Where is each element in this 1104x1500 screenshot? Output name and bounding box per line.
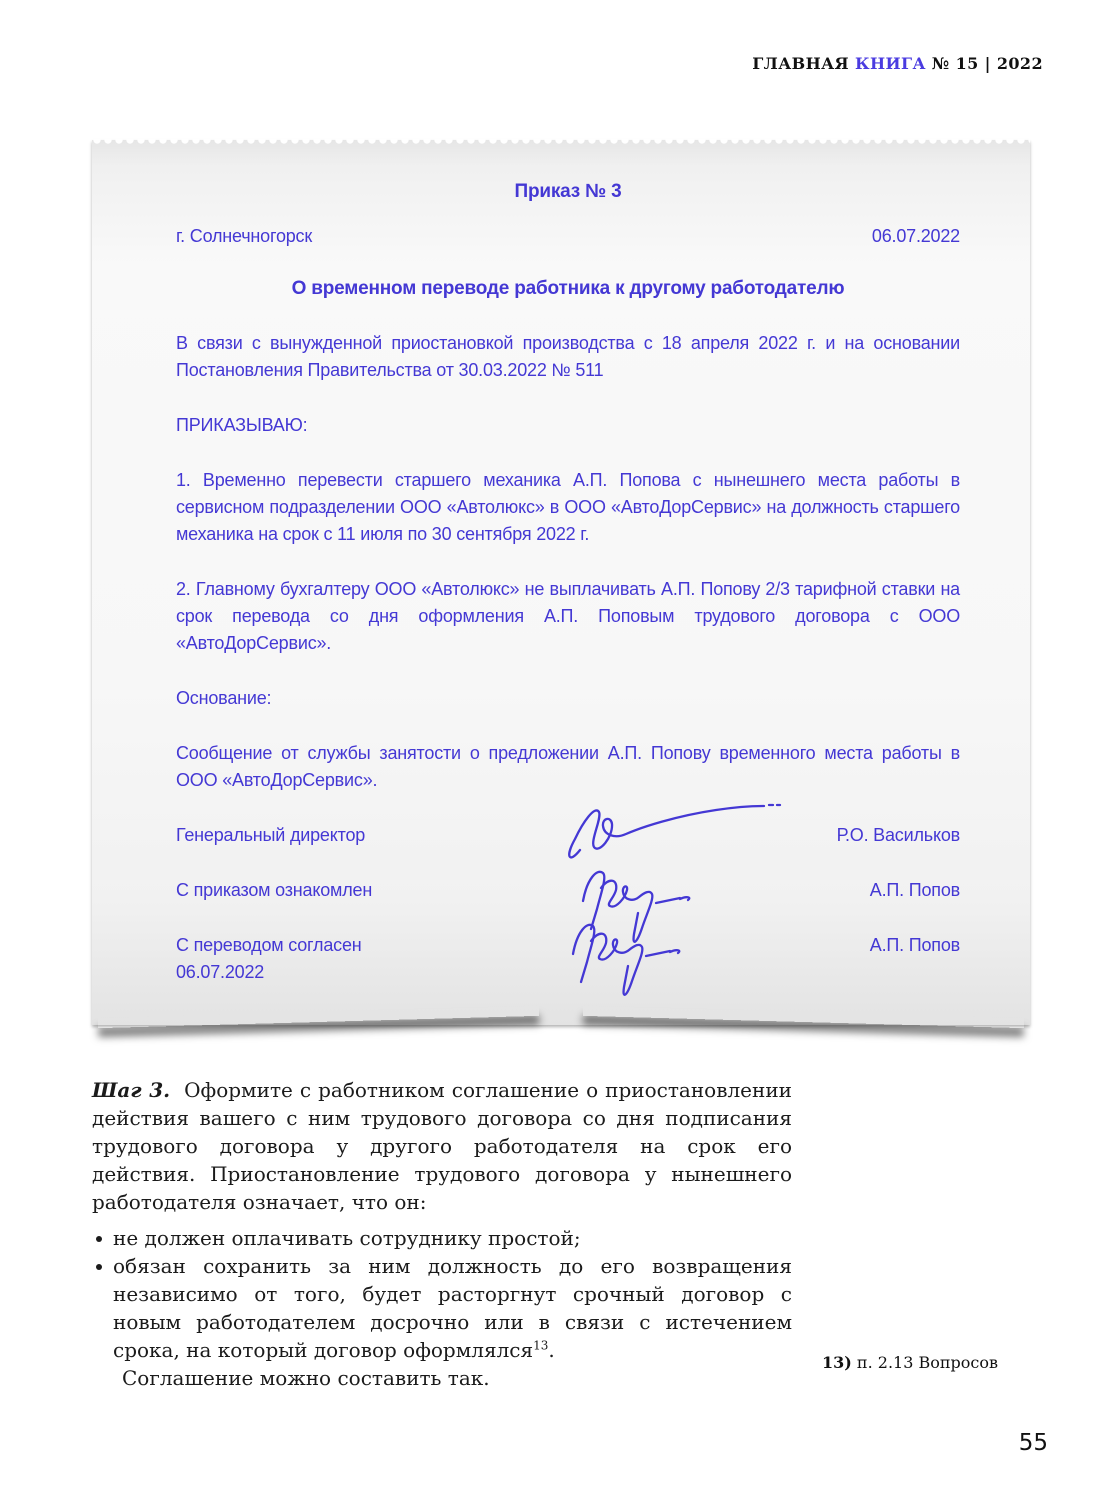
order-item-2: 2. Главному бухгалтеру ООО «Автолюкс» не выплачивать А.П. Попову 2/3 тарифной ставки на срок перевода со дня оформления А.П. Поповым трудового договора с ООО «АвтоДорСервис». — [176, 579, 960, 653]
magazine-header — [752, 54, 1043, 73]
page-number: 55 — [1018, 1430, 1048, 1456]
signature-role: Генеральный директор — [176, 825, 366, 845]
order-intro: В связи с вынужденной приостановкой производства с 18 апреля 2022 г. и на основании Постановления Правительства от 30.03.2022 № 511 — [176, 333, 960, 380]
basis-text: Сообщение от службы занятости о предложении А.П. Попову временного места работы в ООО «АвтоДорСервис». — [176, 743, 960, 790]
closing-sentence: Соглашение можно составить так. — [122, 1366, 490, 1390]
signature-role: С приказом ознакомлен — [176, 880, 373, 900]
list-item-text: не должен оплачивать сотруднику простой; — [113, 1226, 581, 1250]
signature-row-director — [176, 822, 960, 849]
step-label: Шаг 3. — [92, 1078, 171, 1102]
signature-role-block — [176, 932, 516, 986]
basis-label: Основание: — [176, 688, 272, 708]
employee-signature-icon — [566, 916, 696, 1016]
signature-name: Р.О. Васильков — [836, 825, 960, 845]
page-curl-shadow-left — [98, 1006, 539, 1028]
footnote — [822, 1353, 998, 1372]
order-item-1: 1. Временно перевести старшего механика А.П. Попова с нынешнего места работы в сервисном подразделении ООО «Автолюкс» в ООО «АвтоДорСервис» на должность старшего механика на срок с 11 июля по 30 сентября 2022 г. — [176, 470, 960, 544]
order-subject: О временном переводе работника к другому работодателю — [291, 278, 845, 299]
order-document-content — [92, 140, 1030, 986]
article-body — [92, 1076, 792, 1392]
footnote-text: п. 2.13 Вопросов — [851, 1353, 999, 1372]
signature-role: С переводом согласен — [176, 935, 362, 955]
order-document-card — [92, 140, 1030, 1025]
signature-row-acknowledged — [176, 877, 960, 904]
order-place: г. Солнечногорск — [176, 226, 313, 246]
signature-name: А.П. Попов — [869, 880, 960, 900]
step-paragraph — [92, 1076, 792, 1216]
magazine-title-part2: КНИГА — [855, 54, 926, 73]
director-signature-icon — [564, 796, 789, 866]
consequences-list — [92, 1224, 792, 1364]
order-word: ПРИКАЗЫВАЮ: — [176, 415, 308, 435]
step-text: Оформите с работником соглашение о приостановлении действия вашего с ним трудового договора со дня подписания трудового договора у другого работодателя на срок его действия. Приостановление трудового договора у нынешнего работодателя означает, что он: — [92, 1078, 792, 1214]
signature-date: 06.07.2022 — [176, 962, 265, 982]
magazine-issue: № 15 | 2022 — [931, 54, 1043, 73]
signature-name: А.П. Попов — [869, 935, 960, 955]
list-item — [92, 1224, 792, 1252]
footnote-ref: 13 — [533, 1338, 549, 1353]
list-item — [92, 1252, 792, 1364]
list-item-text: обязан сохранить за ним должность до его возвращения независимо от того, будет расторгнут срочный договор с новым работодателем досрочно или в связи с истечением срока, на который договор оформлялся — [113, 1254, 792, 1362]
list-item-tail: . — [548, 1338, 555, 1362]
signature-row-agreed — [176, 932, 960, 986]
footnote-number: 13) — [822, 1353, 852, 1372]
order-title: Приказ № 3 — [514, 181, 622, 202]
order-meta-row — [176, 223, 960, 250]
magazine-title-part1: ГЛАВНАЯ — [752, 54, 850, 73]
order-date: 06.07.2022 — [871, 226, 960, 246]
